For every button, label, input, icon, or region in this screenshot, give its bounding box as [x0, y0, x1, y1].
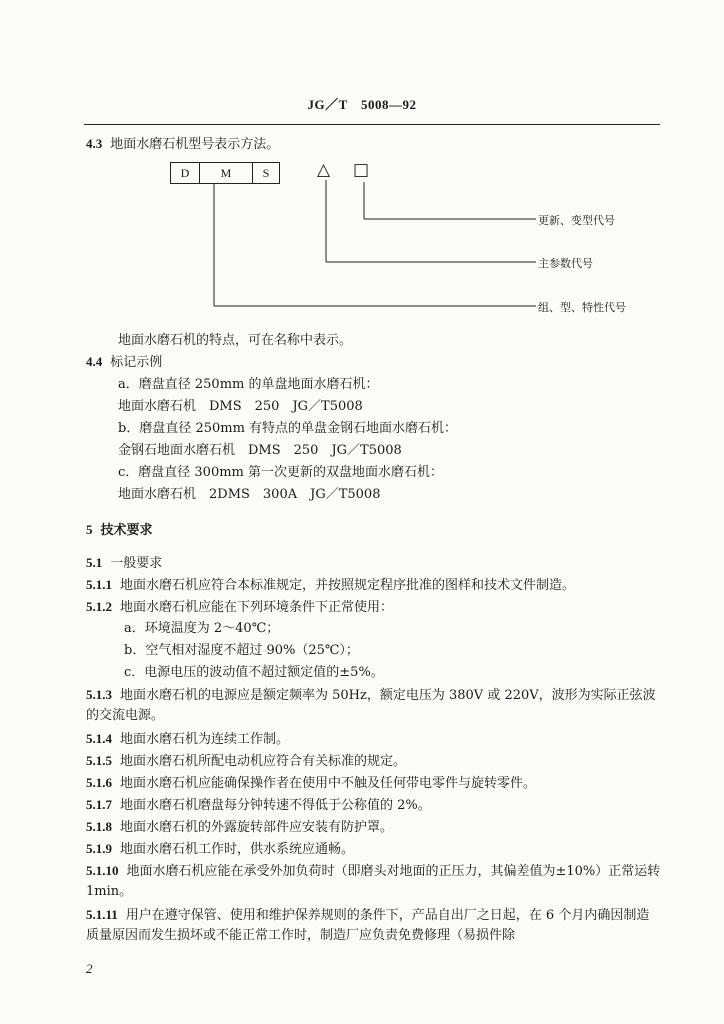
code-m: M [200, 163, 253, 183]
clause-5-1-3: 5.1.3 地面水磨石机的电源应是额定频率为 50Hz，额定电压为 380V 或 220V，波形为实际正弦波的交流电源。 [86, 687, 656, 723]
example-a-mark: 地面水磨石机 DMS 250 JG／T5008 [118, 399, 363, 414]
model-diagram-lines [0, 0, 724, 330]
clause-5-1-5: 5.1.5 地面水磨石机所配电动机应符合有关标准的规定。 [86, 753, 407, 769]
example-c-mark: 地面水磨石机 2DMS 300A JG／T5008 [118, 487, 381, 502]
square-symbol: □ [353, 160, 370, 180]
standard-header: JG／T 5008—92 [307, 97, 417, 112]
feature-note: 地面水磨石机的特点，可在名称中表示。 [118, 333, 353, 348]
clause-5-1-4: 5.1.4 地面水磨石机为连续工作制。 [86, 731, 290, 747]
example-a-text: a．磨盘直径 250mm 的单盘地面水磨石机： [118, 377, 379, 392]
code-s: S [262, 166, 270, 180]
clause-5-1-11: 5.1.11 用户在遵守保管、使用和维护保养规则的条件下，产品自出厂之日起，在 6 个月内确因制造质量原因而发生损坏或不能正常工作时，制造厂应负责免费修理（易损件除 [86, 907, 650, 943]
clause-4-4: 4.4 标记示例 [86, 354, 163, 370]
section-5-heading: 5 技术要求 [86, 522, 153, 538]
clause-4-3: 4.3 地面水磨石机型号表示方法。 [86, 136, 280, 152]
triangle-symbol: △ [317, 160, 331, 180]
env-condition-a: a．环境温度为 2～40℃； [124, 621, 280, 636]
label-update-code: 更新、变型代号 [538, 214, 615, 227]
code-d: D [171, 163, 200, 183]
env-condition-b: b．空气相对湿度不超过 90%（25℃）； [124, 643, 359, 658]
label-group-type-code: 组、型、特性代号 [538, 301, 626, 314]
clause-5-1-2: 5.1.2 地面水磨石机应能在下列环境条件下正常使用： [86, 599, 394, 615]
clause-5-1-1: 5.1.1 地面水磨石机应符合本标准规定，并按照规定程序批准的图样和技术文件制造。 [86, 577, 576, 593]
clause-5-1-7: 5.1.7 地面水磨石机磨盘每分钟转速不得低于公称值的 2%。 [86, 797, 431, 813]
env-condition-c: c．电源电压的波动值不超过额定值的±5%。 [124, 665, 384, 680]
clause-5-1-10: 5.1.10 地面水磨石机应能在承受外加负荷时（即磨头对地面的正压力，其偏差值为±10%）正常运转 1min。 [86, 863, 661, 899]
clause-5-1-9: 5.1.9 地面水磨石机工作时，供水系统应通畅。 [86, 841, 355, 857]
clause-5-1: 5.1 一般要求 [86, 555, 163, 571]
example-b-mark: 金钢石地面水磨石机 DMS 250 JG／T5008 [118, 443, 402, 458]
clause-5-1-6: 5.1.6 地面水磨石机应能确保操作者在使用中不触及任何带电零件与旋转零件。 [86, 775, 537, 791]
example-b-text: b．磨盘直径 250mm 有特点的单盘金钢石地面水磨石机： [118, 421, 458, 436]
label-main-param-code: 主参数代号 [538, 257, 593, 270]
page-number: 2 [86, 961, 93, 976]
example-c-text: c．磨盘直径 300mm 第一次更新的双盘地面水磨石机： [118, 465, 444, 480]
clause-5-1-8: 5.1.8 地面水磨石机的外露旋转部件应安装有防护罩。 [86, 819, 394, 835]
